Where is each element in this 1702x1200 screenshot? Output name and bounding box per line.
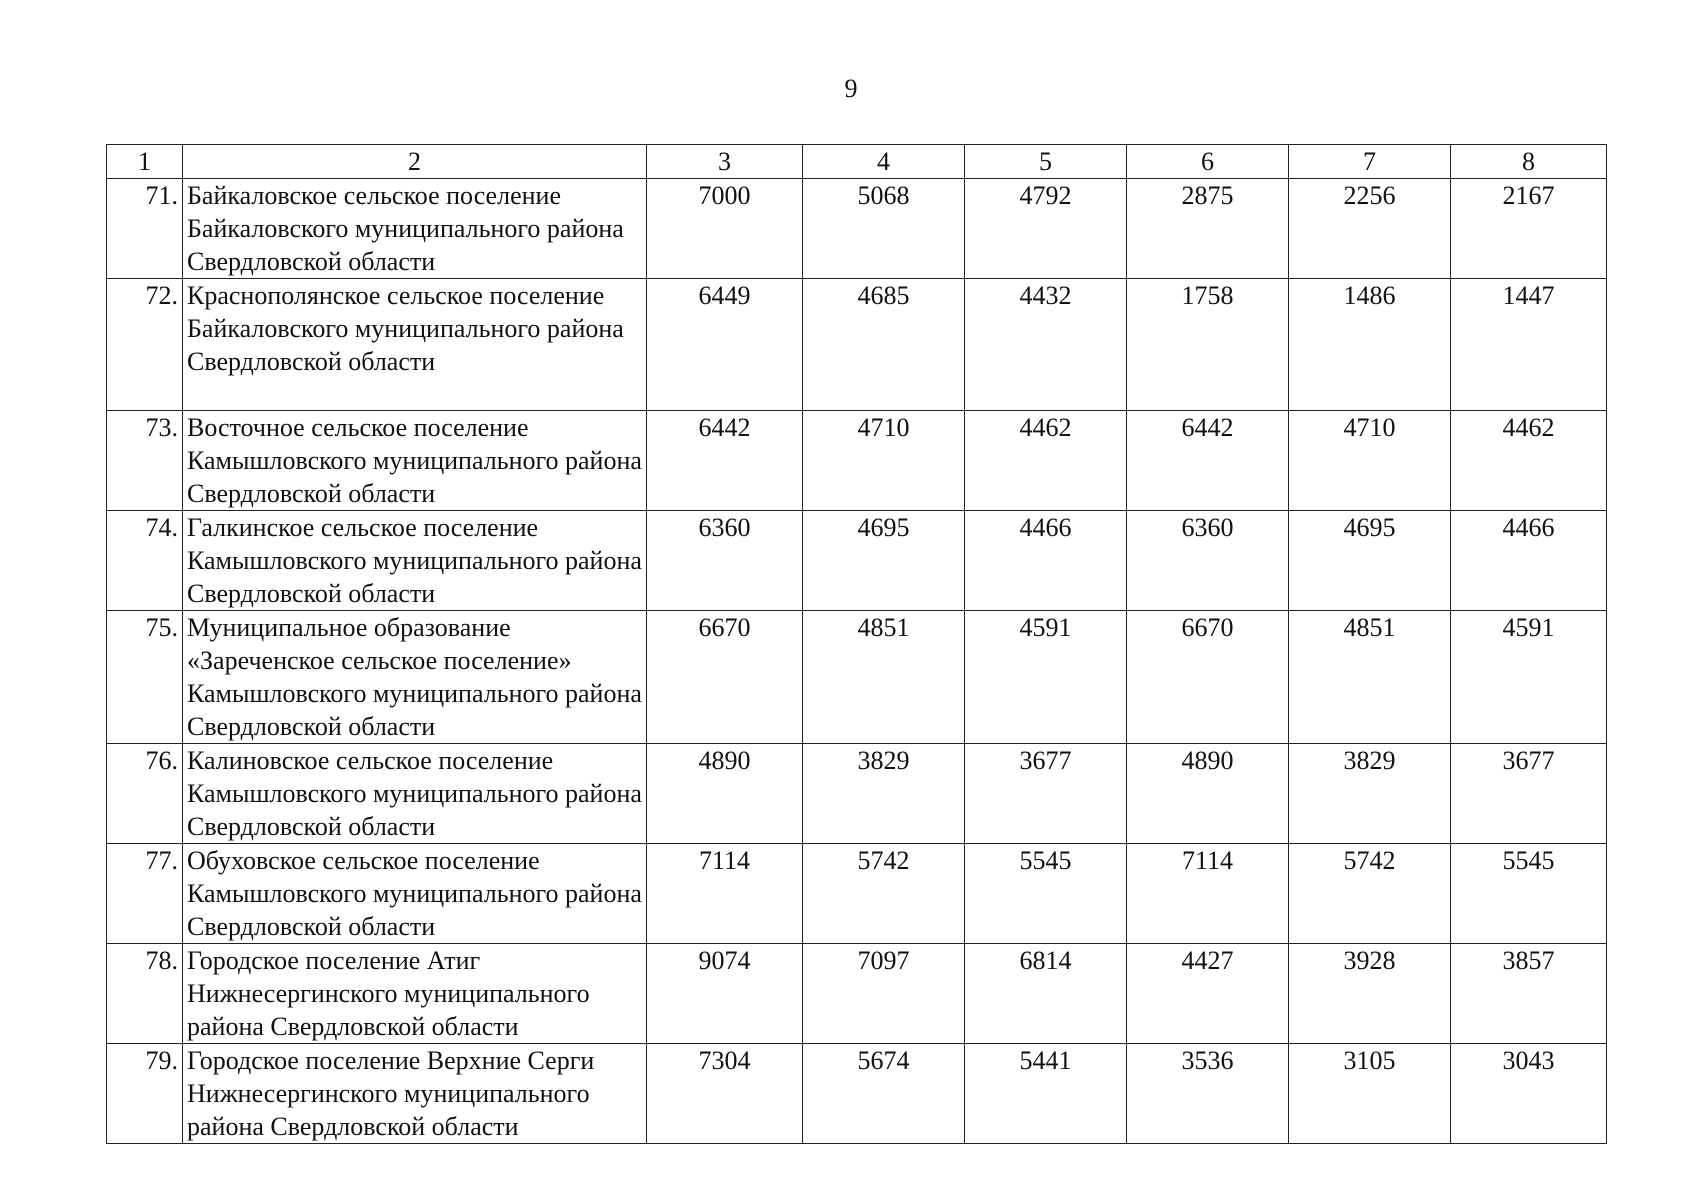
row-number: 74. xyxy=(107,511,183,611)
row-value: 4851 xyxy=(803,611,965,744)
row-value: 4591 xyxy=(965,611,1127,744)
column-header: 8 xyxy=(1451,145,1607,179)
row-name: Восточное сельское поселение Камышловского муниципального района Свердловской области xyxy=(183,411,647,511)
table-row xyxy=(107,744,1607,844)
column-header: 7 xyxy=(1289,145,1451,179)
row-value: 6360 xyxy=(647,511,803,611)
column-header: 4 xyxy=(803,145,965,179)
row-value: 5545 xyxy=(1451,844,1607,944)
row-value: 6442 xyxy=(647,411,803,511)
row-value: 7000 xyxy=(647,179,803,279)
row-number: 76. xyxy=(107,744,183,844)
row-value: 1447 xyxy=(1451,279,1607,411)
row-value: 6442 xyxy=(1127,411,1289,511)
row-value: 3829 xyxy=(803,744,965,844)
row-value: 4466 xyxy=(965,511,1127,611)
row-name: Муниципальное образование «Зареченское сельское поселение» Камышловского муниципального района Свердловской области xyxy=(183,611,647,744)
row-value: 4710 xyxy=(1289,411,1451,511)
row-value: 4710 xyxy=(803,411,965,511)
row-name: Городское поселение Верхние Серги Нижнесергинского муниципального района Свердловской области xyxy=(183,1044,647,1144)
table-row xyxy=(107,844,1607,944)
row-value: 4792 xyxy=(965,179,1127,279)
row-value: 7097 xyxy=(803,944,965,1044)
row-name: Краснополянское сельское поселение Байкаловского муниципального района Свердловской области xyxy=(183,279,647,411)
row-value: 7114 xyxy=(647,844,803,944)
row-value: 6670 xyxy=(1127,611,1289,744)
row-value: 4851 xyxy=(1289,611,1451,744)
row-value: 7114 xyxy=(1127,844,1289,944)
row-value: 5742 xyxy=(803,844,965,944)
row-value: 4591 xyxy=(1451,611,1607,744)
row-value: 4695 xyxy=(803,511,965,611)
row-value: 4462 xyxy=(1451,411,1607,511)
row-value: 3105 xyxy=(1289,1044,1451,1144)
row-number: 75. xyxy=(107,611,183,744)
row-value: 5441 xyxy=(965,1044,1127,1144)
row-number: 78. xyxy=(107,944,183,1044)
row-value: 6449 xyxy=(647,279,803,411)
row-value: 4466 xyxy=(1451,511,1607,611)
column-header: 3 xyxy=(647,145,803,179)
row-value: 2875 xyxy=(1127,179,1289,279)
row-name: Галкинское сельское поселение Камышловского муниципального района Свердловской области xyxy=(183,511,647,611)
row-value: 3536 xyxy=(1127,1044,1289,1144)
row-value: 4890 xyxy=(1127,744,1289,844)
row-value: 1486 xyxy=(1289,279,1451,411)
row-number: 79. xyxy=(107,1044,183,1144)
column-header: 1 xyxy=(107,145,183,179)
row-number: 72. xyxy=(107,279,183,411)
row-value: 4685 xyxy=(803,279,965,411)
row-value: 2256 xyxy=(1289,179,1451,279)
row-value: 7304 xyxy=(647,1044,803,1144)
row-value: 4462 xyxy=(965,411,1127,511)
table-row xyxy=(107,1044,1607,1144)
row-number: 73. xyxy=(107,411,183,511)
row-value: 5068 xyxy=(803,179,965,279)
row-value: 4427 xyxy=(1127,944,1289,1044)
data-table xyxy=(106,144,1607,1144)
row-value: 6360 xyxy=(1127,511,1289,611)
column-header: 2 xyxy=(183,145,647,179)
row-number: 77. xyxy=(107,844,183,944)
row-name: Обуховское сельское поселение Камышловского муниципального района Свердловской области xyxy=(183,844,647,944)
row-value: 3829 xyxy=(1289,744,1451,844)
table-row xyxy=(107,179,1607,279)
row-value: 6670 xyxy=(647,611,803,744)
row-value: 4432 xyxy=(965,279,1127,411)
row-value: 3857 xyxy=(1451,944,1607,1044)
table-row xyxy=(107,611,1607,744)
row-value: 6814 xyxy=(965,944,1127,1044)
row-value: 2167 xyxy=(1451,179,1607,279)
row-name: Байкаловское сельское поселение Байкаловского муниципального района Свердловской области xyxy=(183,179,647,279)
row-value: 5674 xyxy=(803,1044,965,1144)
row-value: 3043 xyxy=(1451,1044,1607,1144)
row-value: 4695 xyxy=(1289,511,1451,611)
table-row xyxy=(107,944,1607,1044)
row-value: 5545 xyxy=(965,844,1127,944)
column-header: 6 xyxy=(1127,145,1289,179)
row-value: 3677 xyxy=(965,744,1127,844)
row-value: 3928 xyxy=(1289,944,1451,1044)
row-value: 9074 xyxy=(647,944,803,1044)
column-header: 5 xyxy=(965,145,1127,179)
row-name: Городское поселение Атиг Нижнесергинского муниципального района Свердловской области xyxy=(183,944,647,1044)
table-row xyxy=(107,511,1607,611)
row-value: 4890 xyxy=(647,744,803,844)
row-value: 3677 xyxy=(1451,744,1607,844)
page-number: 9 xyxy=(844,74,858,103)
row-name: Калиновское сельское поселение Камышловского муниципального района Свердловской области xyxy=(183,744,647,844)
row-value: 5742 xyxy=(1289,844,1451,944)
table-row xyxy=(107,411,1607,511)
header-row xyxy=(107,145,1607,179)
table-row xyxy=(107,279,1607,411)
row-number: 71. xyxy=(107,179,183,279)
row-value: 1758 xyxy=(1127,279,1289,411)
